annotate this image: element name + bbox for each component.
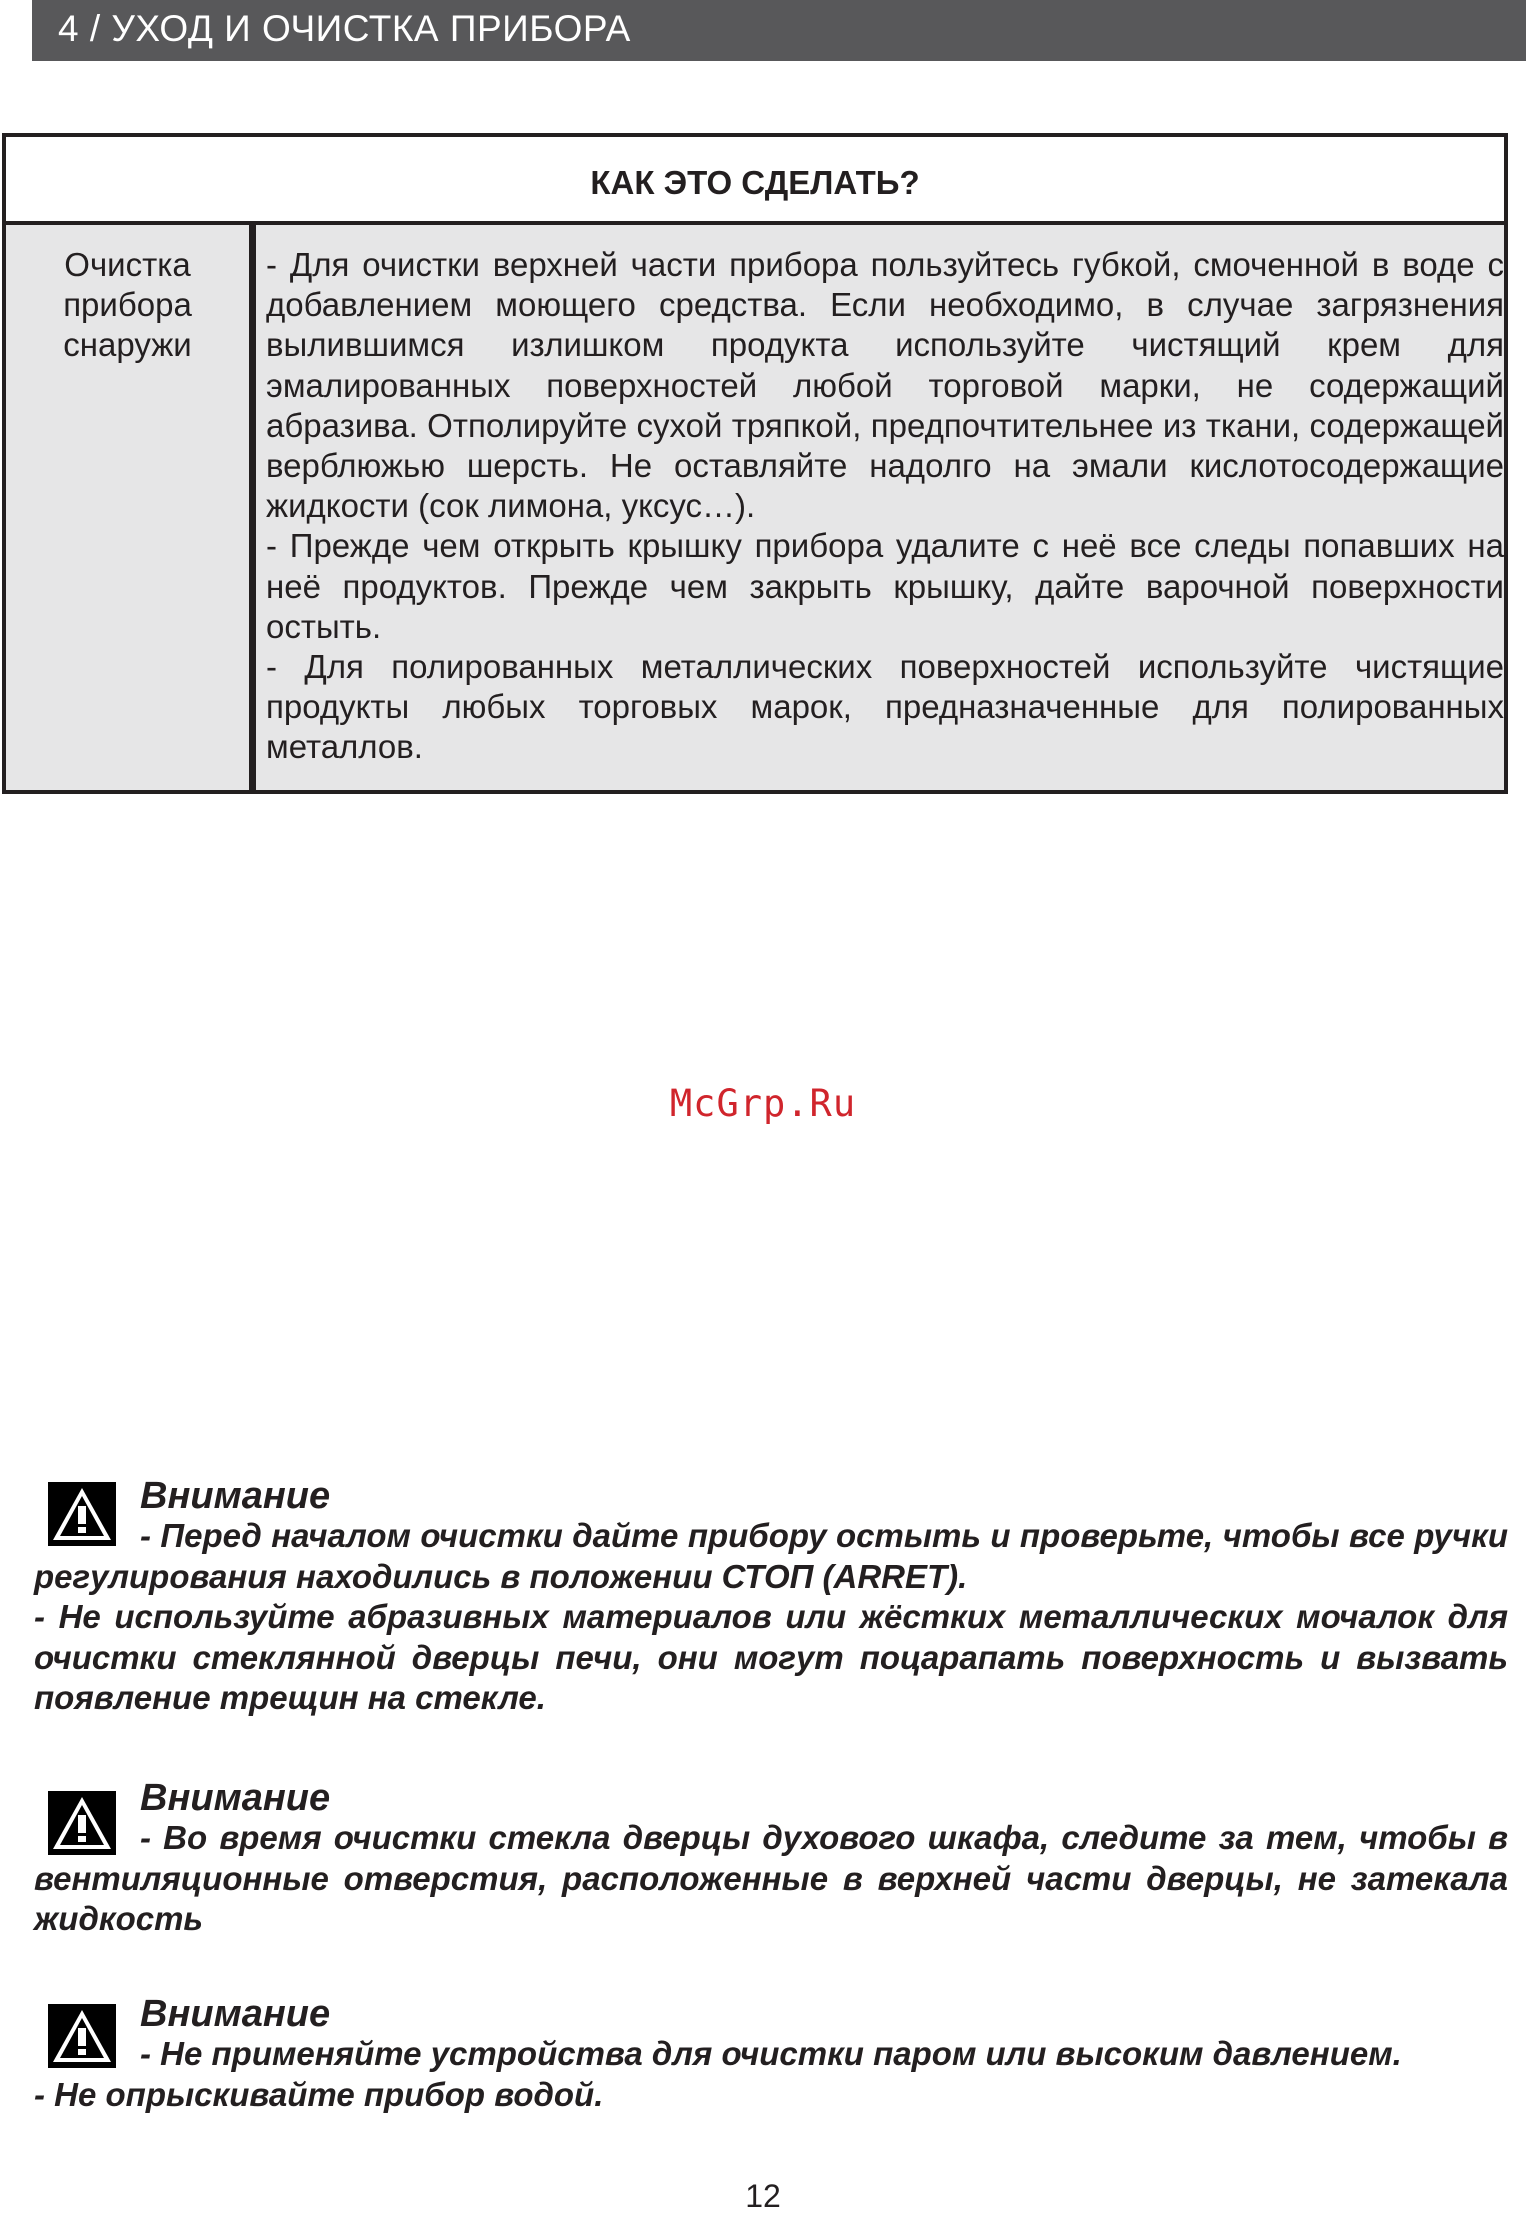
page-number: 12: [745, 2178, 781, 2214]
row-label-line: Очистка: [64, 246, 191, 283]
section-header: 4 / УХОД И ОЧИСТКА ПРИБОРА: [32, 0, 1526, 61]
content-paragraph: - Для полированных металлических поверхностей используйте чистящие продукты любых торговых марок, предназначенные для полированных металлов.: [266, 648, 1504, 766]
warning-block: [34, 1474, 1508, 1724]
warning-title: Внимание: [140, 1475, 331, 1517]
warning-paragraph: - Не используйте абразивных материалов или жёстких металлических мочалок для очистки стеклянной дверцы печи, они могут поцарапать поверхность и вызвать появление трещин на стекле.: [34, 1598, 1508, 1716]
warning-paragraph: - Не применяйте устройства для очистки паром или высоким давлением.: [140, 2035, 1402, 2072]
row-label: [6, 225, 256, 790]
row-label-line: снаружи: [63, 326, 192, 363]
content-paragraph: - Прежде чем открыть крышку прибора удалите с неё все следы попавших на неё продуктов. Прежде чем закрыть крышку, дайте варочной поверхности остыть.: [266, 527, 1504, 645]
warning-text: [34, 1516, 1508, 1719]
warning-block: [34, 1992, 1508, 2122]
warning-paragraph: - Перед началом очистки дайте прибору остыть и проверьте, чтобы все ручки регулирования находились в положении СТОП (ARRET).: [34, 1517, 1508, 1595]
table-heading: КАК ЭТО СДЕЛАТЬ?: [6, 137, 1504, 225]
warning-paragraph: - Во время очистки стекла дверцы духового шкафа, следите за тем, чтобы в вентиляционные отверстия, расположенные в верхней части дверцы, не затекала жидкость: [34, 1819, 1508, 1937]
how-to-table: [2, 133, 1508, 794]
row-label-line: прибора: [63, 286, 192, 323]
warning-title: Внимание: [140, 1777, 331, 1819]
watermark: McGrp.Ru: [669, 1082, 857, 1125]
table-row: [6, 225, 1504, 790]
warning-text: [34, 1818, 1508, 1940]
warning-block: [34, 1776, 1508, 1946]
warning-text: [34, 2034, 1508, 2115]
content-paragraph: - Для очистки верхней части прибора пользуйтесь губкой, смоченной в воде с добавлением моющего средства. Если необходимо, в случае загрязнения вылившимся излишком продукта используйте чистящий крем для эмалированных поверхностей любой торговой марки, не содержащий абразива. Отполируйте сухой тряпкой, предпочтительнее из ткани, содержащей верблюжью шерсть. Не оставляйте надолго на эмали кислотосодержащие жидкости (сок лимона, уксус…).: [266, 246, 1504, 525]
row-content: [256, 225, 1504, 790]
warning-paragraph: - Не опрыскивайте прибор водой.: [34, 2075, 604, 2113]
warning-title: Внимание: [140, 1993, 331, 2035]
